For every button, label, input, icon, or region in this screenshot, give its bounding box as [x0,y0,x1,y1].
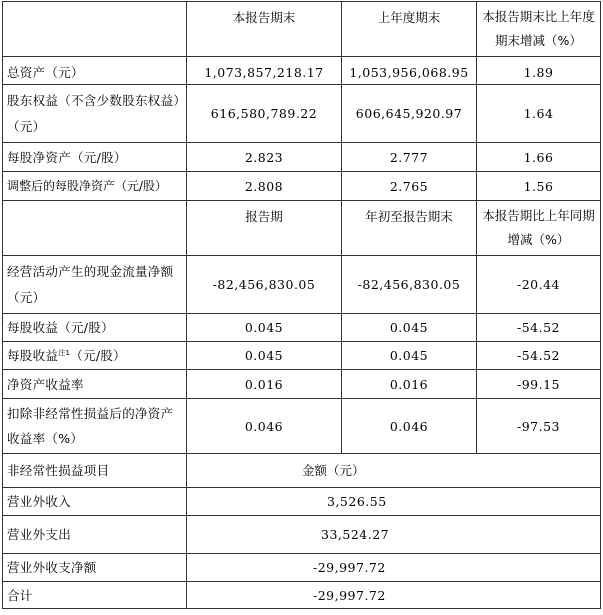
cell-amount: -29,997.72 [187,554,601,582]
cell-value: 1.64 [477,85,601,143]
section3-header-item: 非经常性损益项目 [3,454,187,488]
table-row [3,57,601,85]
section2-header-blank [3,201,187,256]
section1-header-col1: 本报告期末 [187,2,342,57]
row-label: 营业外收入 [3,488,187,516]
cell-value: 2.765 [342,172,477,201]
cell-value: 0.045 [187,342,342,370]
row-label: 营业外支出 [3,516,187,554]
section1-header-blank [3,2,187,57]
cell-amount: 33,524.27 [187,516,601,554]
table-row [3,582,601,609]
financial-table [2,1,601,609]
cell-value: -97.53 [477,399,601,454]
cell-value: 0.045 [342,342,477,370]
table-row [3,370,601,399]
table-row [3,399,601,454]
cell-value: 0.016 [187,370,342,399]
cell-value: 0.045 [187,314,342,342]
section1-header-col3: 本报告期末比上年度期末增减（%） [477,2,601,57]
table-row [3,85,601,143]
section1-header-row [3,2,601,57]
cell-value: 2.823 [187,143,342,172]
table-row [3,488,601,516]
row-label: 营业外收支净额 [3,554,187,582]
row-label: 每股收益（元/股） [3,314,187,342]
cell-value: 0.046 [342,399,477,454]
section2-header-col3: 本报告期比上年同期增减（%） [477,201,601,256]
cell-value: 1.89 [477,57,601,85]
section3-header-row [3,454,601,488]
cell-value: 606,645,920.97 [342,85,477,143]
row-label: 合计 [3,582,187,609]
row-label: 净资产收益率 [3,370,187,399]
cell-value: 0.046 [187,399,342,454]
row-label: 调整后的每股净资产（元/股） [3,172,187,201]
row-label-post: （元/股） [70,348,126,363]
cell-value: -20.44 [477,256,601,314]
table-row [3,172,601,201]
cell-value: 1,053,956,068.95 [342,57,477,85]
cell-value: 0.045 [342,314,477,342]
row-label: 总资产（元） [3,57,187,85]
cell-value: 0.016 [342,370,477,399]
row-label: 每股净资产（元/股） [3,143,187,172]
cell-value: -54.52 [477,342,601,370]
section1-header-col2: 上年度期末 [342,2,477,57]
section2-header-row [3,201,601,256]
cell-value: -82,456,830.05 [342,256,477,314]
cell-value: 2.777 [342,143,477,172]
footnote-marker: 注1 [58,348,71,357]
cell-value: 1,073,857,218.17 [187,57,342,85]
row-label [3,342,187,370]
cell-value: 1.66 [477,143,601,172]
row-label-pre: 每股收益 [7,348,59,363]
table-row [3,554,601,582]
table-row [3,516,601,554]
cell-amount: 3,526.55 [187,488,601,516]
cell-value: -82,456,830.05 [187,256,342,314]
section3-header-amount: 金额（元） [187,454,601,488]
row-label: 扣除非经常性损益后的净资产收益率（%） [3,399,187,454]
section2-header-col2: 年初至报告期末 [342,201,477,256]
cell-value: -54.52 [477,314,601,342]
table-row [3,143,601,172]
cell-value: -99.15 [477,370,601,399]
table-row [3,314,601,342]
table-row [3,256,601,314]
cell-amount: -29,997.72 [187,582,601,609]
row-label: 经营活动产生的现金流量净额（元） [3,256,187,314]
cell-value: 616,580,789.22 [187,85,342,143]
section2-header-col1: 报告期 [187,201,342,256]
table-row [3,342,601,370]
row-label: 股东权益（不含少数股东权益）（元） [3,85,187,143]
cell-value: 2.808 [187,172,342,201]
cell-value: 1.56 [477,172,601,201]
